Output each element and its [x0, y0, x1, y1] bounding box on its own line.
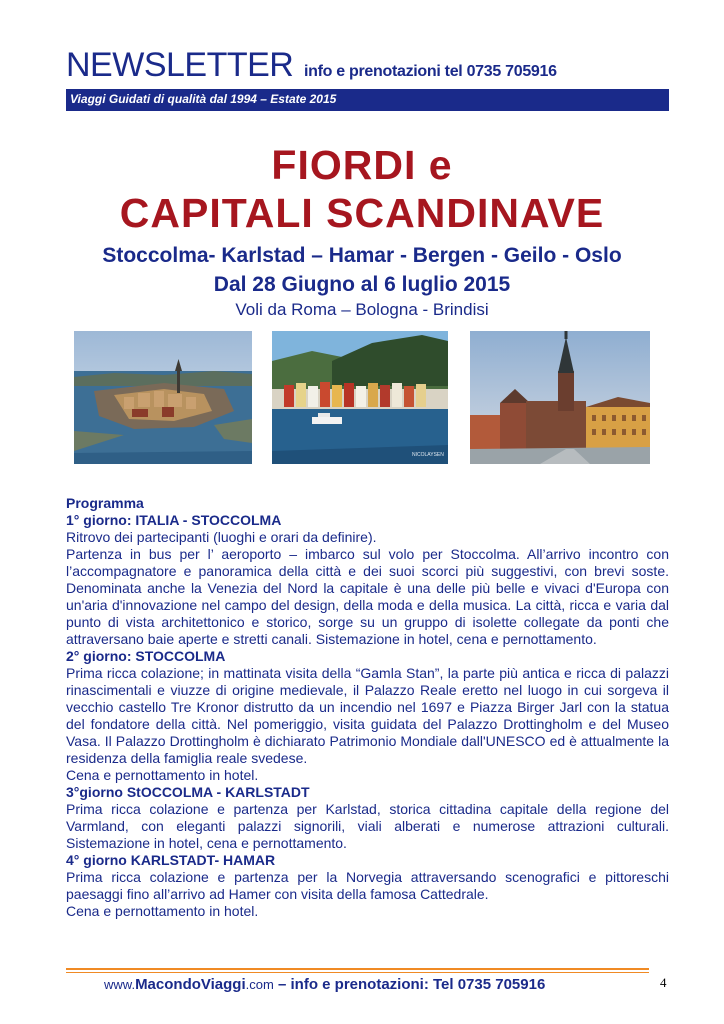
footer-com: .com [245, 977, 274, 992]
flights-subtitle: Voli da Roma – Bologna - Brindisi [235, 300, 489, 319]
day-paragraph: Ritrovo dei partecipanti (luoghi e orari da definire). [66, 529, 377, 545]
bergen-harbour-photo [272, 331, 448, 464]
day-paragraph: Prima ricca colazione e partenza per Karlstad, storica cittadina capitale della regione del Varmland, con eleganti palazzi signorili, viali alberati e numerose attrazioni culturali. Sistemazione in hotel, cena e pernottamento. [66, 801, 669, 851]
main-title-line1: FIORDI e [271, 142, 453, 188]
riddarholmen-church-photo [470, 331, 650, 464]
day-title: 1° giorno: ITALIA - STOCCOLMA [66, 512, 282, 528]
day-title: 2° giorno: STOCCOLMA [66, 648, 226, 664]
footer-brand-link[interactable]: MacondoViaggi [135, 976, 246, 993]
day-paragraph: Prima ricca colazione; in mattinata visita della “Gamla Stan”, la parte più antica e ricca di palazzi rinascimentali e viuzze di origine medievale, il Palazzo Reale eretto nel luogo in cui sorgeva il vecchio castello Tre Kronor distrutto da un incendio nel 1697 e Piazza Birger Jarl con la statua del fondatore della città. Nel pomeriggio, visita guidata del Palazzo Drottingholm e del Museo Vasa. Il Palazzo Drottingholm è dichiarato Patrimonio Mondiale dall'UNESCO ed è attualmente la residenza della famiglia reale svedese. [66, 665, 669, 766]
dates-subtitle: Dal 28 Giugno al 6 luglio 2015 [213, 273, 511, 296]
program-heading: Programma [66, 495, 144, 511]
footer-rule-thin [66, 972, 649, 973]
day-paragraph: Cena e pernottamento in hotel. [66, 903, 259, 919]
newsletter-title: NEWSLETTER [66, 46, 294, 84]
route-subtitle: Stoccolma- Karlstad – Hamar - Bergen - Geilo - Oslo [102, 244, 622, 267]
footer-contact: – info e prenotazioni: Tel 0735 705916 [273, 976, 546, 993]
page-number: 4 [660, 975, 667, 990]
footer-www: www. [104, 977, 136, 992]
footer-rule [66, 968, 649, 970]
day-paragraph: Prima ricca colazione e partenza per la Norvegia attraversando scenografici e pittoreschi paesaggi fino all’arrivo ad Hamer con visita della famosa Cattedrale. [66, 869, 669, 902]
header-tagline: Viaggi Guidati di qualità dal 1994 – Estate 2015 [70, 92, 337, 106]
header-contact: info e prenotazioni tel 0735 705916 [304, 63, 557, 80]
main-title-line2: CAPITALI SCANDINAVE [119, 190, 605, 236]
day-title: 3°giorno StOCCOLMA - KARLSTADT [66, 784, 310, 800]
day-title: 4° giorno KARLSTADT- HAMAR [66, 852, 276, 868]
stockholm-aerial-photo [74, 331, 252, 464]
program-section [66, 495, 669, 920]
footer-text [104, 976, 545, 993]
day-paragraph: Partenza in bus per l’ aeroporto – imbarco sul volo per Stoccolma. All’arrivo incontro con l’accompagnatore e panoramica della città e dei suoi scorci più suggestivi, con brevi soste. Denominata anche la Venezia del Nord la capitale è una delle più belle e vivaci d'Europa con un'aria d'innovazione nel campo del design, della moda e della musica. La città, ricca e varia dal punto di vista architettonico e storico, sorge su un gruppo di isolette collegate da ponti che attraversano baie aperte e stretti canali. Sistemazione in hotel, cena e pernottamento. [66, 546, 669, 647]
photo-watermark: NICOLAYSEN [412, 452, 444, 458]
day-paragraph: Cena e pernottamento in hotel. [66, 767, 259, 783]
